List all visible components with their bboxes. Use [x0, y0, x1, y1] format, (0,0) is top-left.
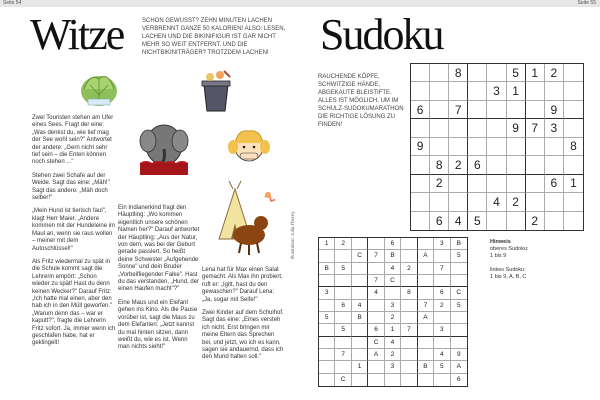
sudoku-cell[interactable]: [319, 275, 335, 287]
sudoku-cell: 7: [418, 300, 434, 312]
sudoku-cell[interactable]: [411, 193, 430, 211]
sudoku-cell: 9: [451, 349, 467, 361]
sudoku-cell: B: [352, 312, 368, 324]
sudoku-cell: 6: [545, 175, 564, 193]
sudoku-cell[interactable]: [319, 300, 335, 312]
sudoku-cell: 4: [487, 193, 506, 211]
sudoku-cell[interactable]: [451, 275, 467, 287]
sudoku-cell: 1: [526, 64, 545, 82]
sudoku-cell: 6: [430, 212, 449, 230]
sudoku-cell[interactable]: [487, 156, 506, 174]
hint-line-2: 1 bis 9: [490, 253, 507, 259]
sudoku-cell[interactable]: [411, 119, 430, 137]
sudoku-cell: 2: [385, 349, 401, 361]
sudoku-cell: 2: [449, 156, 468, 174]
sudoku-cell[interactable]: [545, 156, 564, 174]
sudoku-cell: 3: [319, 287, 335, 299]
letter-sudoku-grid[interactable]: [318, 237, 468, 387]
sudoku-cell[interactable]: [418, 275, 434, 287]
sudoku-cell: C: [368, 337, 384, 349]
sudoku-cell[interactable]: [418, 349, 434, 361]
sudoku-cell[interactable]: [411, 64, 430, 82]
sudoku-cell: A: [451, 361, 467, 373]
sudoku-cell[interactable]: [449, 138, 468, 156]
big-sudoku-grid[interactable]: [410, 63, 584, 231]
joke-3: „Mein Hund ist tierisch faul", klagt Herr Maier. „Andere kommen mit der Hundeleine im Maul an, wenn sie raus wollen – meiner mit dem Autoschlüssel!": [32, 208, 116, 252]
sudoku-cell: 8: [449, 64, 468, 82]
sudoku-cell[interactable]: [434, 374, 450, 386]
sudoku-cell[interactable]: [401, 312, 417, 324]
jokes-page: [0, 7, 300, 400]
sudoku-cell: 5: [451, 250, 467, 262]
sudoku-cell: 6: [434, 287, 450, 299]
sudoku-cell[interactable]: [335, 361, 351, 373]
joke-6: Eine Maus und ein Elefant gehen ins Kino. Als die Pause vorüber ist, sagt die Maus zu dem Elefanten: „Jetzt kannst du mal hinten sitzen, dann weißt du, wie es ist. Wenn man nichts sieht!": [118, 299, 198, 351]
sudoku-cell[interactable]: [418, 337, 434, 349]
sudoku-cell: 3: [434, 238, 450, 250]
sudoku-intro: RAUCHENDE KÖPFE, SCHWITZIGE HÄNDE, ABGEKAUTE BLEISTIFTE. ALLES IST MÖGLICH, UM IM SCHULZ-SUDOKUMARATHON DIE RICHTIGE LÖSUNG ZU FINDEN!: [318, 74, 404, 128]
sudoku-cell: 5: [319, 312, 335, 324]
joke-7: Lena hat für Max einen Salat gemacht. Als Max ihn probiert, ruft er: „Igitt, hast du den gewaschen?" Darauf Lena: „Ja, sogar mit Seife!": [202, 267, 283, 303]
sudoku-cell[interactable]: [451, 324, 467, 336]
sudoku-cell[interactable]: [319, 374, 335, 386]
sudoku-cell[interactable]: [451, 312, 467, 324]
sudoku-cell[interactable]: [564, 64, 583, 82]
sudoku-cell[interactable]: [468, 82, 487, 100]
sudoku-cell: 5: [335, 324, 351, 336]
sudoku-cell[interactable]: [434, 275, 450, 287]
jokes-column-1: [32, 115, 116, 354]
sudoku-cell[interactable]: [401, 275, 417, 287]
sudoku-cell[interactable]: [487, 119, 506, 137]
sudoku-cell: 5: [434, 361, 450, 373]
sudoku-cell: 2: [430, 175, 449, 193]
sudoku-cell: 4: [449, 212, 468, 230]
tipi-dog-illustration: [205, 179, 275, 259]
sudoku-cell: 7: [368, 250, 384, 262]
sudoku-cell[interactable]: [401, 374, 417, 386]
sudoku-cell: 3: [545, 119, 564, 137]
hint-heading: Hinweis: [490, 239, 511, 245]
jokes-title: Witze: [30, 10, 124, 59]
sudoku-cell[interactable]: [430, 119, 449, 137]
sudoku-cell: 2: [507, 193, 526, 211]
sudoku-cell: 5: [468, 212, 487, 230]
sudoku-cell: 3: [487, 82, 506, 100]
sudoku-cell[interactable]: [418, 263, 434, 275]
sudoku-cell: 8: [564, 138, 583, 156]
sudoku-cell[interactable]: [368, 361, 384, 373]
sudoku-cell[interactable]: [352, 324, 368, 336]
sudoku-cell: 2: [401, 263, 417, 275]
sudoku-cell[interactable]: [545, 193, 564, 211]
sudoku-cell[interactable]: [449, 119, 468, 137]
sudoku-cell[interactable]: [468, 193, 487, 211]
sudoku-cell[interactable]: [401, 349, 417, 361]
sudoku-cell: 3: [385, 361, 401, 373]
sudoku-cell[interactable]: [335, 312, 351, 324]
sudoku-cell: 5: [451, 300, 467, 312]
sudoku-cell: 6: [368, 324, 384, 336]
sudoku-cell[interactable]: [434, 337, 450, 349]
sudoku-cell: C: [385, 275, 401, 287]
sudoku-page: [300, 7, 600, 400]
sudoku-cell[interactable]: [335, 250, 351, 262]
sudoku-cell: 1: [319, 238, 335, 250]
sudoku-cell[interactable]: [487, 175, 506, 193]
trash-can-illustration: [196, 69, 236, 114]
sudoku-cell[interactable]: [526, 82, 545, 100]
girl-illustration: [228, 125, 270, 171]
sudoku-cell[interactable]: [434, 312, 450, 324]
sudoku-cell[interactable]: [430, 101, 449, 119]
sudoku-cell[interactable]: [564, 193, 583, 211]
sudoku-cell[interactable]: [545, 82, 564, 100]
sudoku-hint: [490, 239, 570, 281]
jokes-intro: SCHON GEWUSST? ZEHN MINUTEN LACHEN VERBRENNT GANZE 50 KALORIEN! ALSO: LESEN, LACHEN UND DIE BIKINIFIGUR IST GAR NICHT MEHR SO WEIT ENTFERNT. UND DIE NICHTBIKINITRÄGER? TROTZDEM LACHEN!: [142, 18, 286, 56]
sudoku-cell[interactable]: [319, 361, 335, 373]
cabbage-illustration: [78, 67, 120, 109]
sudoku-cell: 2: [526, 212, 545, 230]
sudoku-cell: 6: [385, 238, 401, 250]
sudoku-cell: 4: [434, 349, 450, 361]
sudoku-cell[interactable]: [449, 193, 468, 211]
sudoku-cell[interactable]: [545, 212, 564, 230]
sudoku-cell[interactable]: [430, 193, 449, 211]
sudoku-cell[interactable]: [368, 300, 384, 312]
sudoku-cell[interactable]: [352, 263, 368, 275]
sudoku-cell[interactable]: [352, 374, 368, 386]
sudoku-cell: 4: [385, 263, 401, 275]
sudoku-cell[interactable]: [526, 193, 545, 211]
sudoku-cell[interactable]: [401, 300, 417, 312]
sudoku-cell: A: [418, 312, 434, 324]
sudoku-cell: 7: [335, 349, 351, 361]
sudoku-cell[interactable]: [449, 82, 468, 100]
sudoku-cell[interactable]: [430, 64, 449, 82]
sudoku-cell: 1: [507, 82, 526, 100]
sudoku-cell[interactable]: [564, 212, 583, 230]
sudoku-cell[interactable]: [401, 238, 417, 250]
sudoku-cell: 3: [434, 324, 450, 336]
sudoku-cell[interactable]: [319, 337, 335, 349]
sudoku-cell[interactable]: [526, 156, 545, 174]
sudoku-cell[interactable]: [368, 374, 384, 386]
sudoku-cell[interactable]: [368, 263, 384, 275]
sudoku-cell[interactable]: [526, 138, 545, 156]
sudoku-cell[interactable]: [507, 156, 526, 174]
elephant-cinema-illustration: [138, 119, 190, 177]
sudoku-cell: 5: [507, 64, 526, 82]
sudoku-cell[interactable]: [430, 82, 449, 100]
sudoku-cell[interactable]: [418, 374, 434, 386]
sudoku-cell: 9: [507, 119, 526, 137]
sudoku-cell: 6: [468, 156, 487, 174]
joke-2: Stehen zwei Schafe auf der Weide. Sagt das eine: „Mäh!" Sagt das andere: „Mäh doch selber!": [32, 172, 110, 202]
sudoku-cell[interactable]: [401, 361, 417, 373]
sudoku-cell: 4: [385, 337, 401, 349]
sudoku-cell: B: [385, 250, 401, 262]
hint-line-4: 1 bis 9, A, B, C: [490, 274, 527, 280]
sudoku-cell[interactable]: [451, 263, 467, 275]
sudoku-cell: 8: [401, 287, 417, 299]
sudoku-cell: 2: [335, 238, 351, 250]
sudoku-cell[interactable]: [352, 238, 368, 250]
sudoku-cell[interactable]: [468, 101, 487, 119]
sudoku-cell[interactable]: [507, 101, 526, 119]
hint-line-1: oberes Sudoku:: [490, 246, 529, 252]
sudoku-cell: 7: [434, 263, 450, 275]
sudoku-cell: C: [335, 374, 351, 386]
sudoku-cell: 7: [368, 275, 384, 287]
joke-1: Zwei Touristen stehen am Ufer eines Sees. Fragt der eine: „Was denkst du, wie tief mag der See wohl sein?" Antwortet der andere: „Gern nicht sehr tief sein – die Enten können noch stehen ...": [32, 115, 114, 166]
sudoku-cell: B: [418, 361, 434, 373]
sudoku-cell: 4: [368, 287, 384, 299]
sudoku-cell: 2: [545, 64, 564, 82]
sudoku-cell: 7: [449, 101, 468, 119]
sudoku-cell[interactable]: [418, 324, 434, 336]
sudoku-cell: 7: [401, 324, 417, 336]
sudoku-cell[interactable]: [564, 119, 583, 137]
sudoku-cell: 1: [352, 361, 368, 373]
sudoku-cell[interactable]: [434, 250, 450, 262]
sudoku-cell[interactable]: [451, 337, 467, 349]
sudoku-cell: 4: [352, 300, 368, 312]
sudoku-cell: 2: [385, 312, 401, 324]
sudoku-cell[interactable]: [385, 374, 401, 386]
joke-4: Als Fritz wiedermal zu spät in die Schule kommt sagt die Lehrerin empört: „Schon wieder zu spät! Hast du denn keinen Wecker?" Darauf Fritz: „Ich hatte mal einen, aber den hab ich in den Müll geworfen." „Warum denn das – war er kaputt?", fragte die Lehrerin Fritz sofort. Ja, immer wenn ich geschlafen habe, hat er geklingelt!: [32, 258, 116, 347]
sudoku-cell: 9: [545, 101, 564, 119]
sudoku-title: Sudoku: [320, 10, 443, 59]
sudoku-cell[interactable]: [411, 212, 430, 230]
sudoku-cell: 7: [526, 119, 545, 137]
sudoku-cell[interactable]: [507, 212, 526, 230]
sudoku-cell: 1: [385, 324, 401, 336]
sudoku-cell: 6: [411, 101, 430, 119]
sudoku-cell: A: [368, 349, 384, 361]
sudoku-cell[interactable]: [487, 64, 506, 82]
sudoku-cell[interactable]: [401, 250, 417, 262]
sudoku-cell: 6: [456, 376, 461, 384]
sudoku-cell[interactable]: [507, 175, 526, 193]
sudoku-cell[interactable]: [564, 82, 583, 100]
sudoku-cell[interactable]: [352, 275, 368, 287]
sudoku-cell[interactable]: [564, 156, 583, 174]
sudoku-cell: C: [352, 250, 368, 262]
sudoku-cell[interactable]: [468, 138, 487, 156]
jokes-column-2: [118, 205, 200, 358]
page-number-right: Seite 55: [300, 0, 600, 7]
sudoku-cell[interactable]: [418, 287, 434, 299]
joke-8: Zwei Kinder auf dem Schulhof. Sagt das eine: „Eines versteh ich nicht. Erst bringen mir meine Eltern das Sprechen bei, und jetzt, wo ich es kann, sagen sie andauernd, dass ich den Mund halten soll.": [202, 310, 284, 361]
jokes-column-3: [202, 267, 284, 368]
sudoku-cell[interactable]: [352, 337, 368, 349]
sudoku-cell: B: [319, 263, 335, 275]
sudoku-cell[interactable]: [335, 275, 351, 287]
illustration-credit: Illustration: Julia Thorey: [290, 211, 295, 259]
sudoku-cell: 1: [564, 175, 583, 193]
sudoku-cell[interactable]: [368, 238, 384, 250]
sudoku-cell[interactable]: [507, 138, 526, 156]
sudoku-cell[interactable]: [335, 337, 351, 349]
sudoku-cell[interactable]: [319, 349, 335, 361]
sudoku-cell: 8: [430, 156, 449, 174]
sudoku-cell[interactable]: [411, 156, 430, 174]
sudoku-cell[interactable]: [335, 287, 351, 299]
sudoku-cell[interactable]: [411, 82, 430, 100]
sudoku-cell[interactable]: [487, 138, 506, 156]
sudoku-cell[interactable]: [468, 175, 487, 193]
sudoku-cell: 3: [385, 300, 401, 312]
joke-5: Ein Indianerkind fragt den Häuptling: „Wo kommen eigentlich unsere schönen Namen her?" Darauf antwortet der Häuptling: „Aus der Natur, von dem, was bei der Geburt gerade passiert. So heißt deine Schwester „Aufgehende Sonne" und dein Bruder „Vorbeifliegender Falke". Hast du das verstanden, „Hund, der einen Haufen macht"?": [118, 205, 200, 293]
sudoku-cell[interactable]: [564, 101, 583, 119]
hint-line-3: linkes Sudoku:: [490, 267, 526, 273]
sudoku-cell[interactable]: [468, 64, 487, 82]
sudoku-cell[interactable]: [319, 324, 335, 336]
sudoku-cell[interactable]: [418, 238, 434, 250]
sudoku-cell[interactable]: [401, 337, 417, 349]
sudoku-cell: 9: [411, 138, 430, 156]
sudoku-cell: A: [418, 250, 434, 262]
sudoku-cell[interactable]: [430, 138, 449, 156]
sudoku-cell: C: [451, 287, 467, 299]
sudoku-cell[interactable]: [468, 119, 487, 137]
sudoku-cell[interactable]: [352, 287, 368, 299]
sudoku-cell[interactable]: [449, 175, 468, 193]
sudoku-cell[interactable]: [526, 101, 545, 119]
sudoku-cell: 2: [434, 300, 450, 312]
sudoku-cell[interactable]: [487, 212, 506, 230]
sudoku-cell: 6: [335, 300, 351, 312]
sudoku-cell[interactable]: [385, 287, 401, 299]
sudoku-cell: 5: [335, 263, 351, 275]
sudoku-cell[interactable]: [352, 349, 368, 361]
sudoku-cell[interactable]: [368, 312, 384, 324]
sudoku-cell[interactable]: [545, 138, 564, 156]
sudoku-cell[interactable]: [411, 175, 430, 193]
sudoku-cell[interactable]: [487, 101, 506, 119]
page-number-left: Seite 54: [0, 0, 300, 7]
sudoku-cell: B: [451, 238, 467, 250]
sudoku-cell[interactable]: [319, 250, 335, 262]
sudoku-cell[interactable]: [526, 175, 545, 193]
